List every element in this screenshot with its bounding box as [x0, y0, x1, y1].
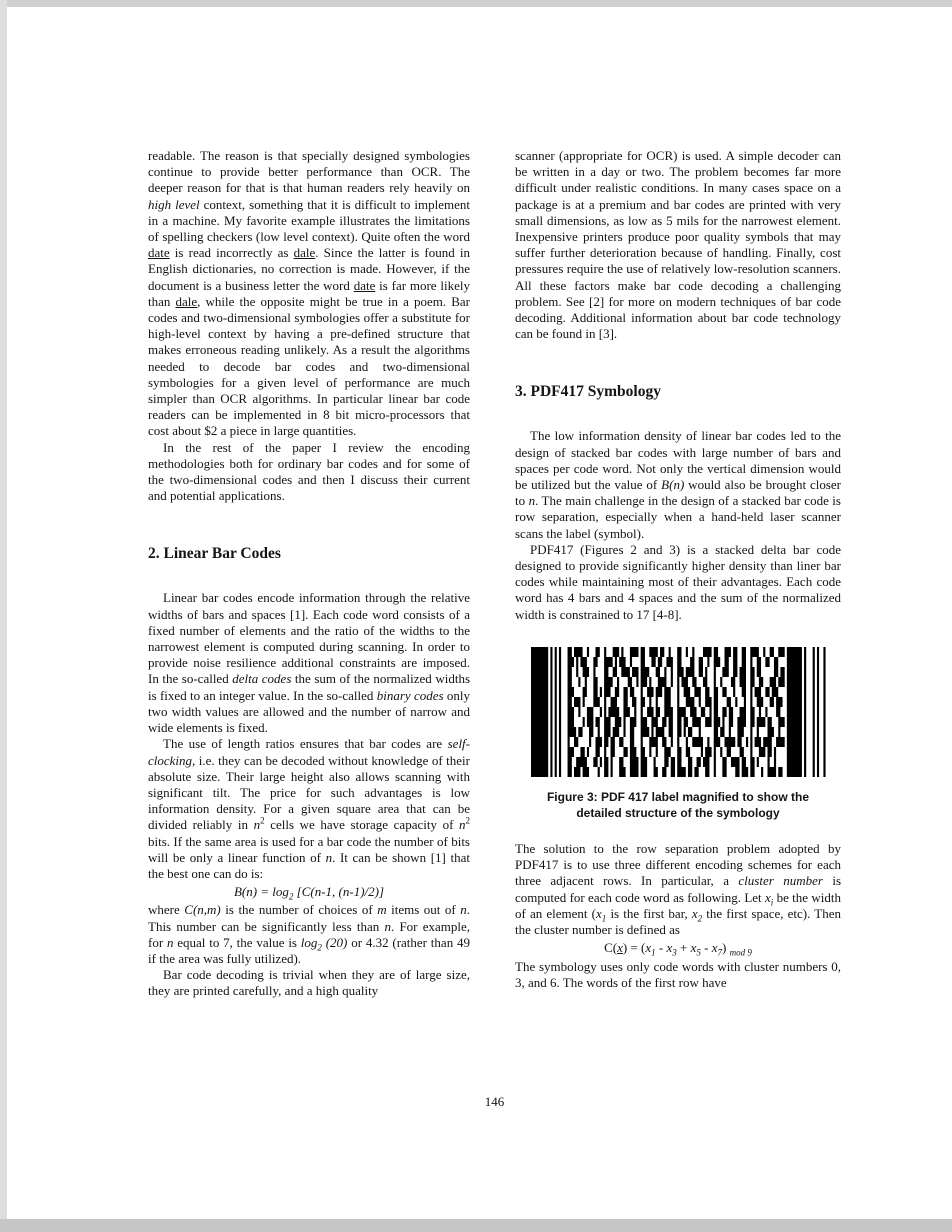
paragraph-scanner-continued: scanner (appropriate for OCR) is used. A simple decoder can be written in a day or two. The problem becomes far more difficult under realistic conditions. In many cases space on a package is at a premium and bar codes are printed with very small dimensions, as low as 5 mils for the narrowest element. Inexpensive printers produce poor quality symbols that may suffer further deterioration because of handling. Finally, cost pressures require the use of relatively low-resolution scanners. All these factors make bar code decoding a challenging problem. See [2] for more on modern techniques of bar code decoding. Additional information about bar code technology can be found in [3].	[515, 148, 841, 342]
figure-3-caption: Figure 3: PDF 417 label magnified to show the detailed structure of the symbology	[546, 790, 810, 820]
paragraph-row-separation: The solution to the row separation problem adopted by PDF417 is to use three different encoding schemes for each three adjacent rows. In particular, a cluster number is computed for each code word as following. Let $x_i$ be the width of an element ($x_1$ is the first bar, $x_2$ the first space, etc). Then the cluster number is defined as	[515, 841, 842, 938]
figure-3	[515, 647, 841, 821]
pdf417-barcode-image	[531, 647, 826, 777]
formula-cluster-number: $C(x) = (x_1 - x_3 + x_5 - x_7)$ $_{mod 9}$	[604, 940, 752, 958]
scan-edge-left	[0, 0, 7, 1232]
paragraph-linear-barcodes-1: Linear bar codes encode information through the relative widths of bars and spaces [1]. Each code word consists of a fixed number of elements and the ratio of the widths to the narrowest element is computed during scanning. In order to provide noise resilience additional constraints are imposed. In the so-called delta codes the sum of the normalized widths is fixed to an integer value. In the so-called binary codes only two width values are allowed and the number of narrow and wide elements is fixed.	[148, 590, 471, 736]
scan-edge-top	[0, 0, 952, 7]
scan-edge-bottom	[0, 1219, 952, 1232]
paragraph-pdf417-2: PDF417 (Figures 2 and 3) is a stacked delta bar code designed to provide significantly higher density than liner bar codes while maintaining most of their advantages. Each code word has 4 bars and 4 spaces and the sum of the normalized width is constrained to 17 [4-8].	[515, 541, 841, 622]
left-column	[148, 148, 470, 1000]
paragraph-linear-barcodes-2: The use of length ratios ensures that bar codes are self-clocking, i.e. they can be decoded without knowledge of their absolute size. Their large height also allows scanning with significant tilt. The price for such advantages is low information density. For a given square area that can be divided reliably in $n^2$ cells we have storage capacity of $n^2$ bits. If the same area is used for a bar code the number of bits will be only a linear function of n. It can be shown [1] that the best one can do is:	[148, 736, 470, 881]
right-column	[515, 148, 841, 991]
paragraph-cluster-numbers: The symbology uses only code words with cluster numbers 0, 3, and 6. The words of the first row have	[515, 958, 841, 990]
paragraph-formula-explanation: where C(n,m) is the number of choices of m items out of n. This number can be significantly less than n. For example, for n equal to 7, the value is $\log_2 (20)$ or 4.32 (rather than 49 if the area was fully utilized).	[148, 902, 471, 966]
paragraph-pdf417-1: The low information density of linear bar codes led to the design of stacked bar codes with large number of bars and spaces per code word. Not only the vertical dimension would be utilized but the value of B(n) would also be brought closer to n. The main challenge in the design of a stacked bar code is row separation, especially when a hand-held laser scanner scans the label (symbol).	[515, 428, 841, 541]
section-2-heading: 2. Linear Bar Codes	[148, 545, 281, 563]
formula-bn-equation: $B(n) = \log_2 [C(n-1$, (n-1)/2)]	[233, 884, 385, 902]
page-number: 146	[484, 1094, 505, 1109]
two-column-layout	[148, 148, 841, 1000]
paper-page-content	[148, 148, 841, 1000]
section-3-heading: 3. PDF417 Symbology	[515, 383, 661, 401]
paragraph-intro-continued: readable. The reason is that specially designed symbologies continue to provide better performance than OCR. The deeper reason for that is that human readers rely heavily on high level context, something that it is difficult to implement in a machine. My favorite example illustrates the limitations of spelling checkers (low level context). Quite often the word date is read incorrectly as dale. Since the latter is found in English dictionaries, no correction is made. However, if the document is a business letter the word date is far more likely than dale, while the opposite might be true in a poem. Bar codes and two-dimensional symbologies offer a substitute for high-level context by having a pre-defined structure that makes erroneous reading unlikely. As a result the algorithms needed to decode bar codes and two-dimensional symbologies for a given level of performance are much simpler than OCR algorithms. In particular linear bar code readers can be implemented in 8 bit micro-processors that cost about $2 a piece in large quantities.	[148, 148, 470, 439]
paragraph-paper-overview: In the rest of the paper I review the encoding methodologies both for ordinary bar codes and for some of the two-dimensional codes and then I discuss their current and potential applications.	[148, 439, 470, 504]
paragraph-decoding-trivial: Bar code decoding is trivial when they are of large size, they are printed carefully, and a high quality	[148, 967, 470, 999]
